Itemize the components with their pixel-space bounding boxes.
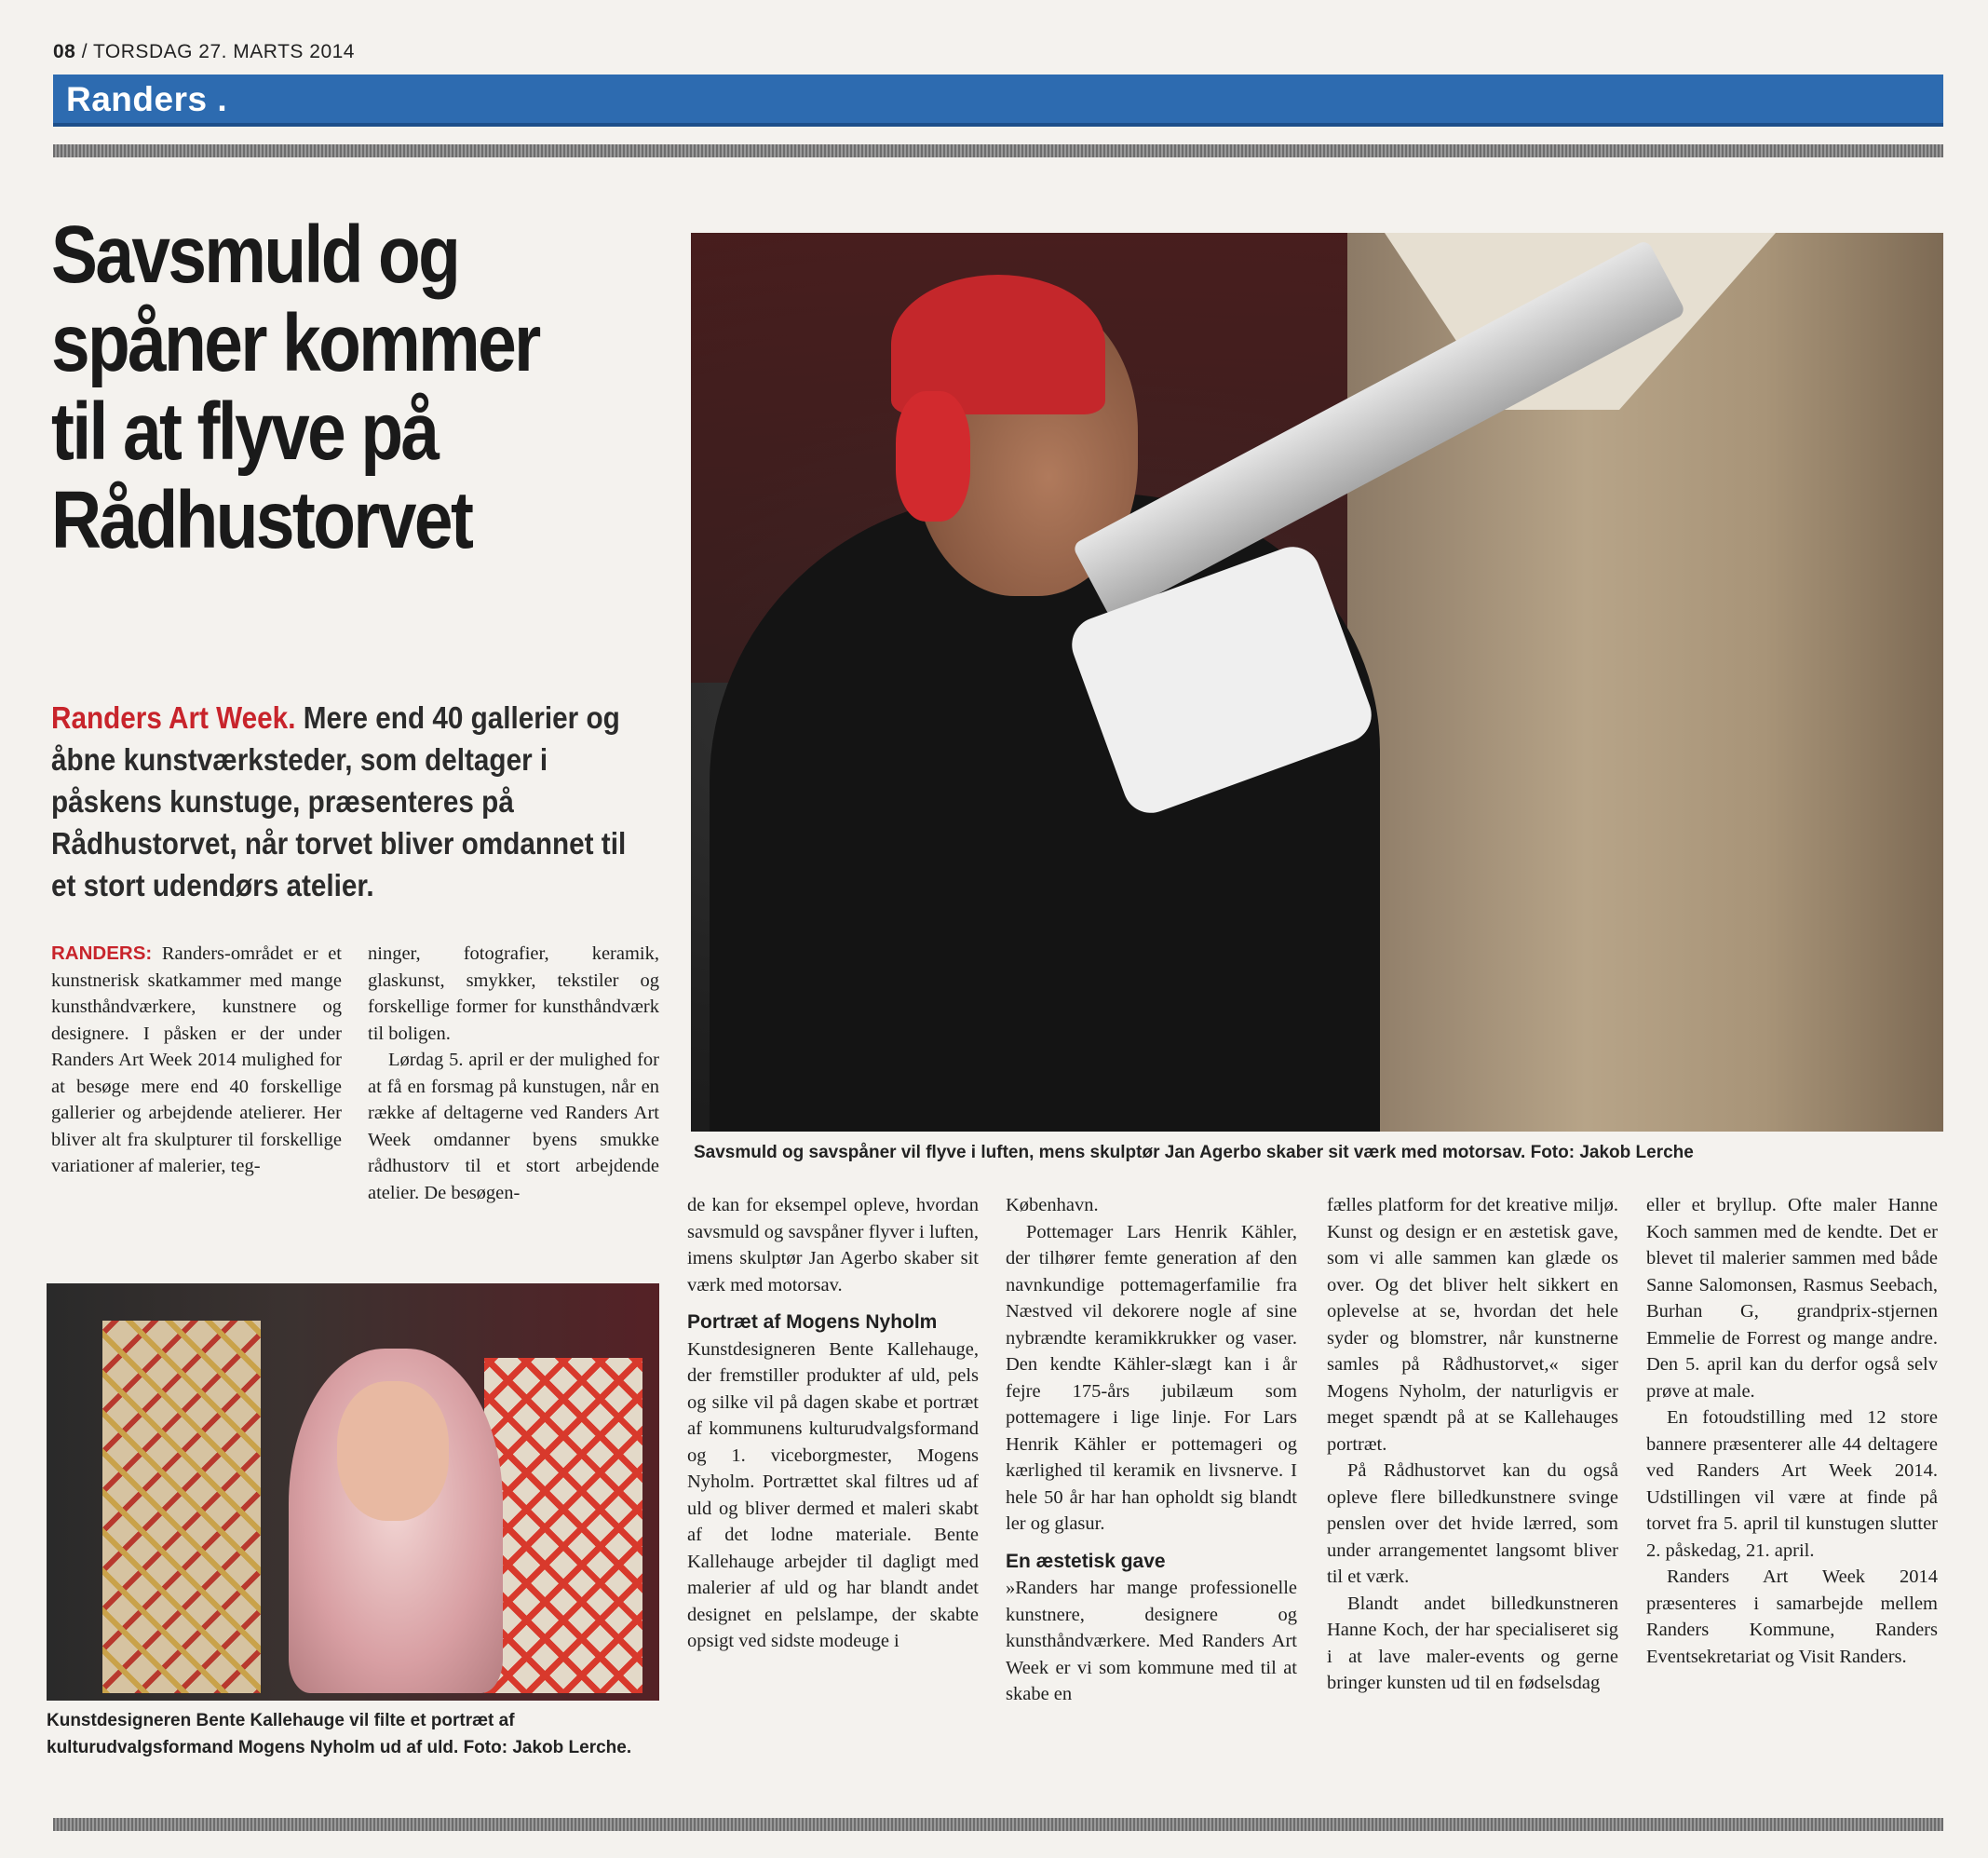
page-folio <box>53 41 355 63</box>
body-paragraph: Blandt andet billedkunstneren Hanne Koch, der har specialiseret sig i at lave maler-events og gerne bringer kunsten ud til en fødselsdag <box>1327 1593 1618 1693</box>
ear-protector <box>896 391 970 522</box>
subheading-gift: En æstetisk gave <box>1006 1550 1166 1572</box>
small-photo-caption: Kunstdesigneren Bente Kallehauge vil filte et portræt af kulturudvalgsformand Mogens Nyholm ud af uld. Foto: Jakob Lerche. <box>47 1711 632 1757</box>
page-number: 08 <box>53 41 76 62</box>
article-headline: Savsmuld og spåner kommer til at flyve på Rådhustorvet <box>51 210 539 565</box>
artist-face <box>337 1381 449 1521</box>
col1-text: Randers-området er et kunstnerisk skatkammer med mange kunsthåndværkere, kunstnere og designere. I påsken er der under Randers Art Week 2014 mulighed for at besøge mere end 40 forskellige gallerier og arbejdende atelierer. Her bliver alt fra skulpturer til forskellige variationer af malerier, teg- <box>51 943 342 1176</box>
felt-artist-photo <box>47 1283 659 1701</box>
body-paragraph: På Rådhustorvet kan du også opleve flere billedkunstnere svinge penslen over det hvide lærred, som under arrangementet langsomt bliver til et værk. <box>1327 1460 1618 1587</box>
subheading-portrait: Portræt af Mogens Nyholm <box>687 1311 938 1333</box>
folio-separator: / <box>75 41 93 62</box>
section-banner <box>53 75 1943 127</box>
deck-text: Mere end 40 gallerier og åbne kunstværksteder, som deltager i påskens kunstuge, præsenteres på Rådhustorvet, når torvet bliver omdannet til et stort udendørs atelier. <box>51 700 627 902</box>
dateline: RANDERS: <box>51 943 153 964</box>
body-paragraph: »Randers har mange professionelle kunstnere, designere og kunsthåndværkere. Med Randers Art Week er vi som kommune med til at skabe en <box>1006 1578 1297 1704</box>
body-paragraph: fælles platform for det kreative miljø. Kunst og design er en æstetisk gave, som vi alle sammen kan glæde os over. Og det bliver helt sikkert en oplevelse at se, hvordan det hele syder og blomstrer, når kunstnerne samles på Rådhustorvet,« siger Mogens Nyholm, der naturligvis er meget spændt på at se Kallehauges portræt. <box>1327 1195 1618 1455</box>
felt-net-left <box>102 1321 261 1693</box>
body-paragraph: En fotoudstilling med 12 store bannere præsenterer alle 44 deltagere ved Randers Art Week 2014. Udstillingen vil være at finde på torvet fra 5. april til kunstugen slutter 2. påskedag, 21. april. <box>1646 1407 1938 1561</box>
body-column-3 <box>687 1192 979 1655</box>
body-column-5 <box>1327 1192 1618 1697</box>
body-paragraph <box>51 941 342 1180</box>
body-paragraph: Kunstdesigneren Bente Kallehauge, der fremstiller produkter af uld, pels og silke vil på dagen skabe et portræt af kommunens kulturudvalgsformand og 1. viceborgmester, Mogens Nyholm. Portrættet skal filtres ud af uld og bliver dermed et maleri skabt af det lodne materiale. Bente Kallehauge arbejder til dagligt med malerier af uld og har blandt andet designet en pelslampe, der skabte opsigt ved sidste modeuge i <box>687 1338 979 1651</box>
body-paragraph: Randers Art Week 2014 præsenteres i samarbejde mellem Randers Kommune, Randers Eventsekretariat og Visit Randers. <box>1646 1566 1938 1667</box>
article-deck <box>51 697 655 906</box>
chainsaw-sculptor-photo <box>691 233 1943 1132</box>
top-rule <box>53 144 1943 157</box>
main-photo-caption: Savsmuld og savspåner vil flyve i luften, mens skulptør Jan Agerbo skaber sit værk med motorsav. Foto: Jakob Lerche <box>694 1143 1694 1162</box>
issue-date: TORSDAG 27. MARTS 2014 <box>92 41 355 62</box>
body-paragraph: de kan for eksempel opleve, hvordan savsmuld og savspåner flyver i luften, imens skulptør Jan Agerbo skaber sit værk med motorsav. <box>687 1195 979 1295</box>
body-paragraph: Pottemager Lars Henrik Kähler, der tilhører femte generation af den navnkundige pottemagerfamilie fra Næstved vil dekorere nogle af sine nybrændte keramikkrukker og vaser. Den kendte Kähler-slægt kan i år fejre 175-års jubilæum som pottemagere i lige linje. For Lars Henrik Kähler er pottemageri og kærlighed til keramik en livsnerve. I hele 50 år har han opholdt sig blandt ler og glasur. <box>1006 1221 1297 1534</box>
bottom-rule <box>53 1818 1943 1831</box>
body-column-4 <box>1006 1192 1297 1708</box>
body-column-6 <box>1646 1192 1938 1670</box>
body-paragraph: ninger, fotografier, keramik, glaskunst, smykker, tekstiler og forskellige former for kunsthåndværk til boligen. <box>368 943 659 1044</box>
felt-net-right <box>484 1358 642 1693</box>
body-column-1 <box>51 941 342 1180</box>
body-column-2 <box>368 941 659 1206</box>
deck-kicker: Randers Art Week. <box>51 700 296 735</box>
section-title: Randers . <box>66 80 228 118</box>
body-paragraph: København. <box>1006 1195 1099 1215</box>
body-paragraph: Lørdag 5. april er der mulighed for at få en forsmag på kunstugen, når en række af deltagerne ved Randers Art Week omdanner byens smukke rådhustorv til et stort arbejdende atelier. De besøgen- <box>368 1050 659 1203</box>
body-paragraph: eller et bryllup. Ofte maler Hanne Koch sammen med de kendte. Det er blevet til malerier sammen med både Sanne Salomonsen, Rasmus Seebach, Burhan G, grandprix-stjernen Emmelie de Forrest og mange andre. Den 5. april kan du derfor også selv prøve at male. <box>1646 1195 1938 1402</box>
